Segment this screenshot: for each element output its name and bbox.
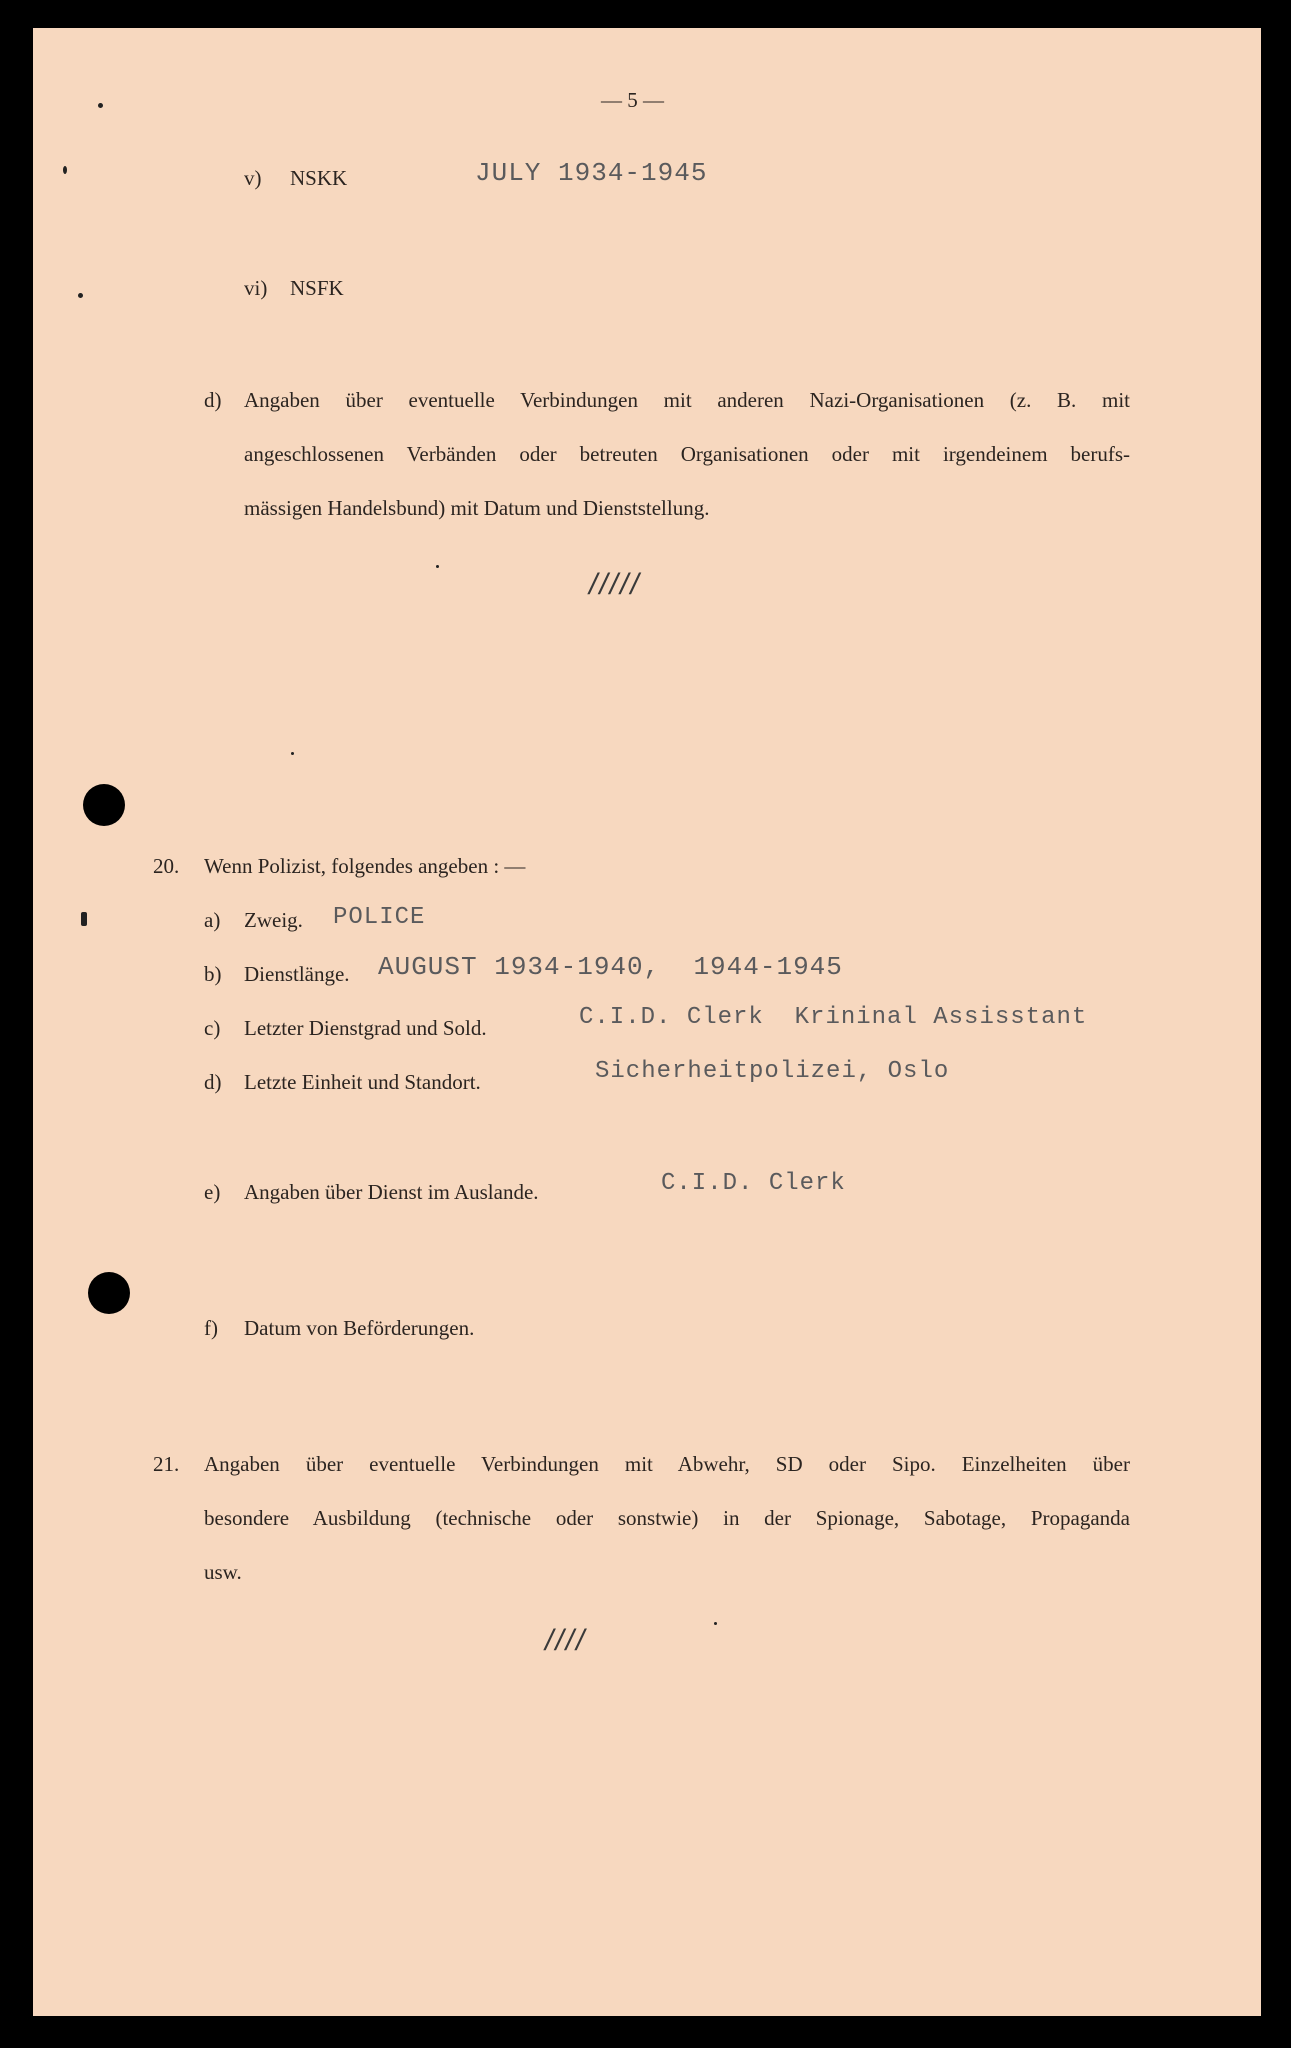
q20-b-label: b) [204,962,222,986]
item-d-line-3: mässigen Handelsbund) mit Datum und Dienststellung. [244,496,710,520]
paper-speck [98,103,103,108]
q20-heading: Wenn Polizist, folgendes angeben : — [204,854,526,878]
q20-c-label: c) [204,1016,221,1040]
q20-a-typed: POLICE [333,904,426,931]
item-vi-label: vi) [244,276,268,300]
q20-d-typed: Sicherheitpolizei, Oslo [595,1058,950,1085]
paper-speck [714,1622,717,1625]
q20-c-text: Letzter Dienstgrad und Sold. [244,1016,487,1040]
item-vi-org: NSFK [290,276,344,300]
punch-hole-upper [83,784,125,826]
paper-speck [436,565,439,568]
q21-slash-mark: //// [545,1624,587,1657]
punch-hole-lower [88,1272,130,1314]
q21-line-2: besondere Ausbildung (technische oder sonstwie) in der Spionage, Sabotage, Propaganda [204,1506,1130,1530]
q20-e-typed: C.I.D. Clerk [661,1170,846,1197]
q21-number: 21. [153,1452,180,1476]
paper-speck [63,166,67,174]
page-number: — 5 — [601,88,664,112]
q20-b-text: Dienstlänge. [244,962,350,986]
item-v-org: NSKK [290,166,348,190]
q20-f-label: f) [204,1316,218,1340]
q20-e-label: e) [204,1180,221,1204]
q20-d-label: d) [204,1070,222,1094]
q20-a-text: Zweig. [244,908,303,932]
item-d-slash-mark: ///// [589,568,641,601]
q20-number: 20. [153,854,180,878]
q20-f-text: Datum von Beförderungen. [244,1316,475,1340]
item-d-line-2: angeschlossenen Verbänden oder betreuten Organisationen oder mit irgendeinem berufs- [244,442,1130,466]
q20-a-label: a) [204,908,221,932]
item-v-typed-dates: JULY 1934-1945 [475,158,708,188]
q21-line-3: usw. [204,1560,242,1584]
item-d-line-1: Angaben über eventuelle Verbindungen mit anderen Nazi-Organisationen (z. B. mit [244,388,1130,412]
item-d-label: d) [204,388,222,412]
paper-speck [81,912,87,926]
q20-e-text: Angaben über Dienst im Auslande. [244,1180,539,1204]
q20-c-typed: C.I.D. Clerk Krininal Assisstant [579,1004,1088,1031]
item-v-label: v) [244,166,262,190]
q20-b-typed: AUGUST 1934-1940, 1944-1945 [378,952,843,982]
document-page [33,28,1261,2016]
q21-line-1: Angaben über eventuelle Verbindungen mit Abwehr, SD oder Sipo. Einzelheiten über [204,1452,1130,1476]
q20-d-text: Letzte Einheit und Standort. [244,1070,481,1094]
paper-speck [78,293,83,298]
paper-speck [291,752,294,755]
